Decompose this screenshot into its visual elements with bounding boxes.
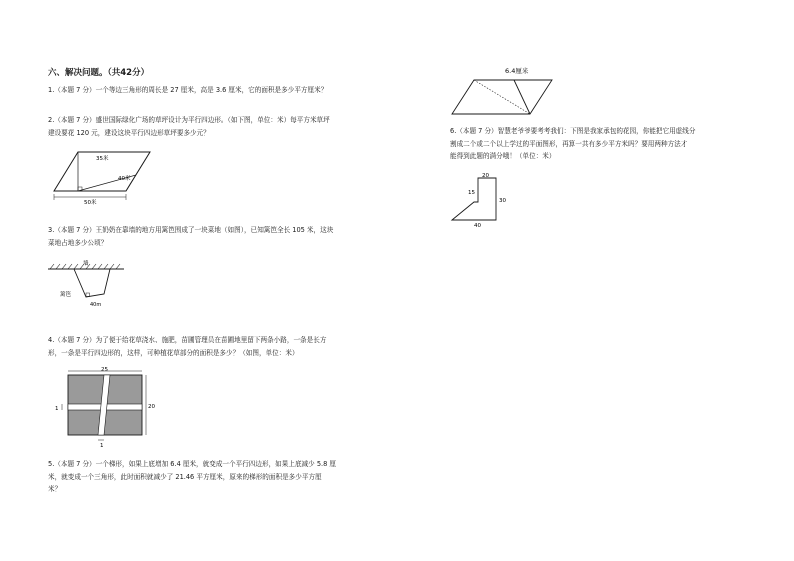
question-2-line-1: 2.（本题 7 分）盛世国际绿化广场的草坪设计为平行四边形。（如下图，单位：米）每平方米草坪 [48, 116, 330, 124]
fig4-top-label: 25 [101, 367, 108, 373]
fig4-bottom-label: 1 [100, 443, 104, 448]
section-title: 六、解决问题。（共42分） [48, 68, 150, 78]
parallelogram-lawn-figure [50, 147, 160, 205]
fig6-top-label: 20 [482, 173, 489, 179]
question-6-line-3: 能得到此题的满分哦！（单位：米） [450, 152, 556, 160]
trapezoid-figure [448, 64, 560, 120]
question-2-line-2: 建设要花 120 元，建设这块平行四边形草坪要多少元？ [48, 128, 210, 137]
fig4-right-label: 20 [148, 404, 155, 410]
fig4-left-label: 1 [55, 406, 59, 412]
question-4-line-2: 形，一条是平行四边形的，这样，可种植花草部分的面积是多少？（如图，单位：米） [48, 348, 299, 357]
question-1 [48, 84, 408, 97]
question-5-line-1: 5.（本题 7 分）一个梯形，如果上底增加 6.4 厘米，就变成一个平行四边形，如果上底减少 5.8 厘 [48, 460, 337, 468]
nursery-paths-figure [52, 366, 156, 448]
question-4-line-1: 4.（本题 7 分）为了便于给花草浇水、施肥，苗圃管理员在苗圃地里留下两条小路，一条是长方 [48, 336, 327, 344]
question-5 [48, 458, 408, 496]
fig3-fence-label: 篱笆 [60, 292, 72, 298]
question-5-line-3: 米？ [48, 485, 62, 493]
question-3-line-2: 菜地占地多少公顷？ [48, 238, 108, 247]
question-4 [48, 334, 408, 359]
fig6-left-label: 15 [468, 190, 475, 196]
question-3 [48, 224, 408, 249]
question-6 [450, 125, 780, 163]
vegetable-plot-figure [46, 257, 130, 313]
fig2-right-label: 40米 [118, 176, 131, 182]
question-5-line-2: 米，就变成一个三角形，此时面积就减少了 21.46 平方厘米，原来的梯形的面积是多少平方厘 [48, 472, 322, 481]
question-3-line-1: 3.（本题 7 分）王奶奶在靠墙的地方用篱笆围成了一块菜地（如图），已知篱笆全长 105 米，这块 [48, 226, 334, 234]
question-2 [48, 114, 408, 139]
fig3-wall-label: 墙 [83, 261, 89, 267]
garden-figure [448, 172, 520, 230]
fig2-bottom-label: 50米 [84, 200, 97, 205]
fig5-top-label: 6.4厘米 [505, 67, 529, 75]
fig6-bottom-label: 40 [474, 223, 481, 229]
question-6-line-1: 6.（本题 7 分）智慧老爷爷要考考我们：下图是我家承包的花园，你能把它用虚线分 [450, 127, 696, 135]
fig3-side-label: 40m [90, 302, 102, 308]
fig2-top-label: 35米 [96, 156, 109, 162]
fig6-right-label: 30 [499, 198, 506, 204]
question-6-line-2: 割成二个或二个以上学过的平面图形，再算一共有多少平方米吗？要用两种方法才 [450, 139, 688, 148]
question-1-line-1: 1.（本题 7 分）一个等边三角形的周长是 27 厘米，高是 3.6 厘米，它的面积是多少平方厘米？ [48, 86, 328, 94]
